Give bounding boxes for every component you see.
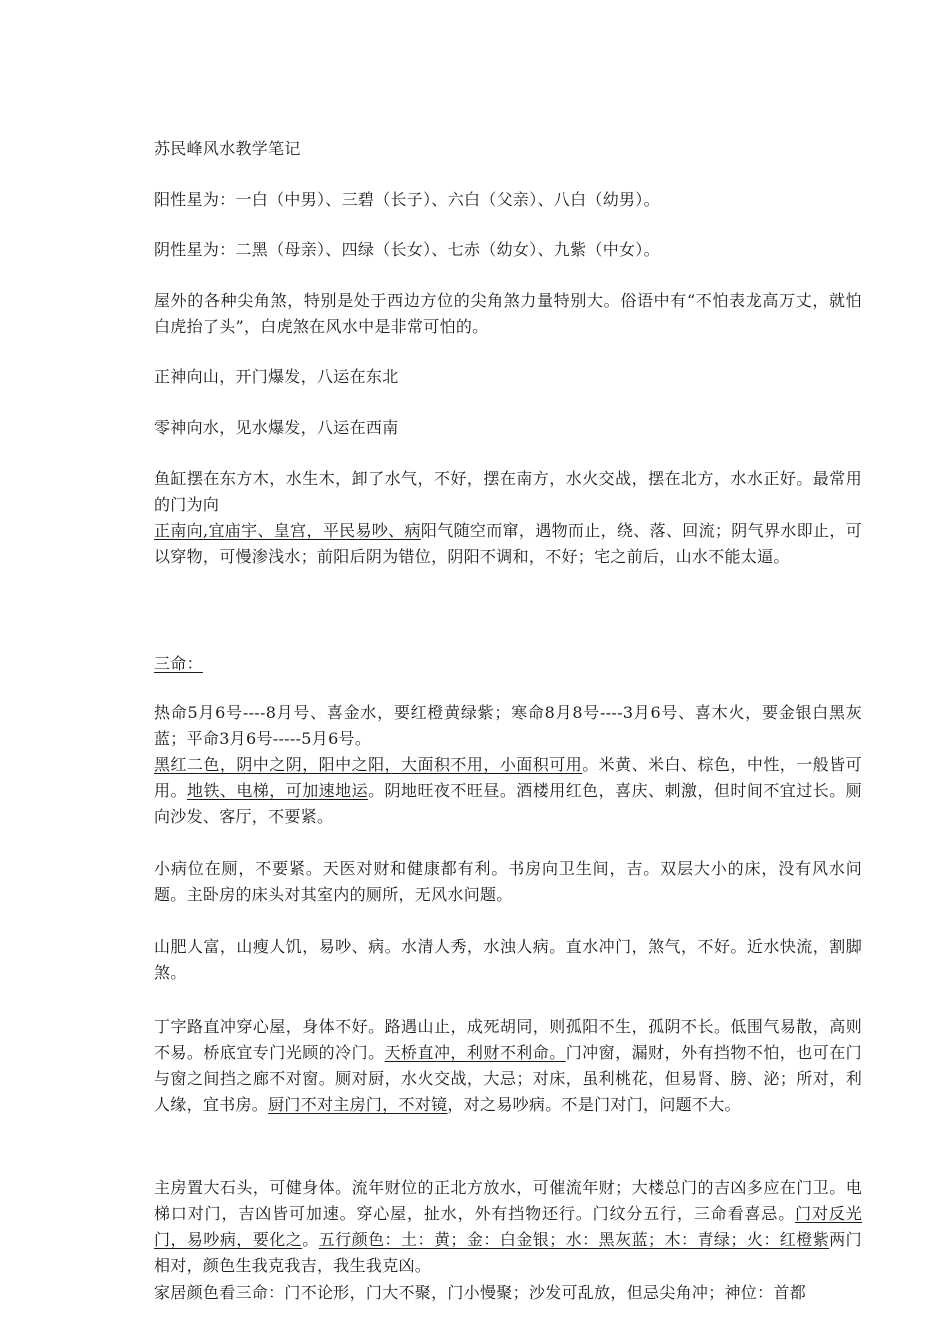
- road-text-3: ，对之易吵病。不是门对门，问题不大。: [447, 1095, 741, 1114]
- mountain-water-paragraph: 山肥人富，山瘦人饥，易吵、病。水清人秀，水浊人病。直水冲门，煞气，不好。近水快流，割脚煞。: [154, 937, 862, 982]
- road-underlined-2: 厨门不对主房门，不对镜: [268, 1095, 448, 1114]
- zhengshen-paragraph: 正神向山，开门爆发，八运在东北: [154, 367, 399, 386]
- sanming-heading: [154, 651, 862, 677]
- sharp-corner-paragraph: 屋外的各种尖角煞，特别是处于西边方位的尖角煞力量特别大。俗语中有“不怕表龙高万丈，就怕白虎抬了头”，白虎煞在风水中是非常可怕的。: [154, 291, 862, 336]
- color-text-2: 。阴地旺夜不旺昼。酒楼用红色，喜庆、刺激，但时间不宜过长。厕向沙发、客厅，不要紧。: [154, 781, 862, 826]
- door-direction-paragraph: [154, 518, 862, 570]
- document-title: 苏民峰风水教学笔记: [154, 139, 301, 158]
- stone-underlined-2: 五行颜色：土：黄；金：白金银；水：黑灰蓝；木：青绿；火：红橙紫: [318, 1230, 830, 1249]
- stone-text-1: 主房置大石头，可健身体。流年财位的正北方放水，可催流年财；大楼总门的吉凶多应在门卫。电梯口对门，吉凶皆可加速。穿心屋，扯水，外有挡物还行。门纹分五行，三命看喜忌。: [154, 1178, 862, 1223]
- stone-text-2: 。: [302, 1230, 319, 1249]
- home-color-paragraph: 家居颜色看三命：门不论形，门大不聚，门小慢聚；沙发可乱放，但忌尖角冲；神位：首都: [154, 1283, 807, 1302]
- door-text: 阳气随空而窜，遇物而止，绕、落、回流；阴气界水即止，可以穿物，可慢渗浅水；前阳后阴为错位，阴阳不调和，不好；宅之前后，山水不能太逼。: [154, 521, 862, 566]
- stone-text-3: 两门相对，颜色生我克我吉，我生我克凶。: [154, 1230, 862, 1275]
- door-underlined-text: 正南向,宜庙宇、皇宫，平民易吵、病: [154, 521, 421, 540]
- yang-stars-paragraph: 阳性星为：一白（中男）、三碧（长子）、六白（父亲）、八白（幼男）。: [154, 190, 660, 209]
- yin-stars-paragraph: 阴性星为：二黑（母亲）、四绿（长女）、七赤（幼女）、九紫（中女）。: [154, 240, 660, 259]
- road-underlined-1: 天桥直冲，利财不利命。: [384, 1043, 566, 1062]
- small-illness-paragraph: 小病位在厕，不要紧。天医对财和健康都有利。书房向卫生间，吉。双层大小的床，没有风水问题。主卧房的床头对其室内的厕所，无风水问题。: [154, 859, 862, 904]
- road-paragraph: [154, 1014, 862, 1118]
- color-text-1: 。米黄、米白、棕色，中性，一般皆可用。: [154, 755, 862, 800]
- sanming-paragraph: 热命5月6号----8月号、喜金水，要红橙黄绿紫；寒命8月8号----3月6号、喜木火，要金银白黑灰蓝；平命3月6号-----5月6号。: [154, 703, 862, 748]
- color-paragraph: [154, 752, 862, 830]
- color-underlined-2: 地铁、电梯，可加速地运: [186, 781, 369, 800]
- lingshen-paragraph: 零神向水，见水爆发，八运在西南: [154, 418, 399, 437]
- road-text-1: 丁字路直冲穿心屋，身体不好。路遇山止，成死胡同，则孤阳不生，孤阴不长。低围气易散，高则不易。桥底宜专门光顾的冷门。: [154, 1017, 862, 1062]
- color-underlined-1: 黑红二色，阴中之阴，阳中之阳，大面积不用，小面积可用: [154, 755, 583, 774]
- fish-tank-paragraph: 鱼缸摆在东方木，水生木，卸了水气，不好，摆在南方，水火交战，摆在北方，水水正好。最常用的门为向: [154, 469, 862, 514]
- sanming-heading-text: 三命：: [154, 654, 203, 673]
- stone-paragraph: [154, 1175, 862, 1279]
- stone-underlined-1: 门对反光门，易吵病，要化之: [154, 1204, 863, 1249]
- road-text-2: 门冲窗，漏财，外有挡物不怕，也可在门与窗之间挡之廊不对窗。厕对厨，水火交战，大忌；对床，虽利桃花，但易肾、膀、泌；所对，利人缘，宜书房。: [154, 1043, 862, 1114]
